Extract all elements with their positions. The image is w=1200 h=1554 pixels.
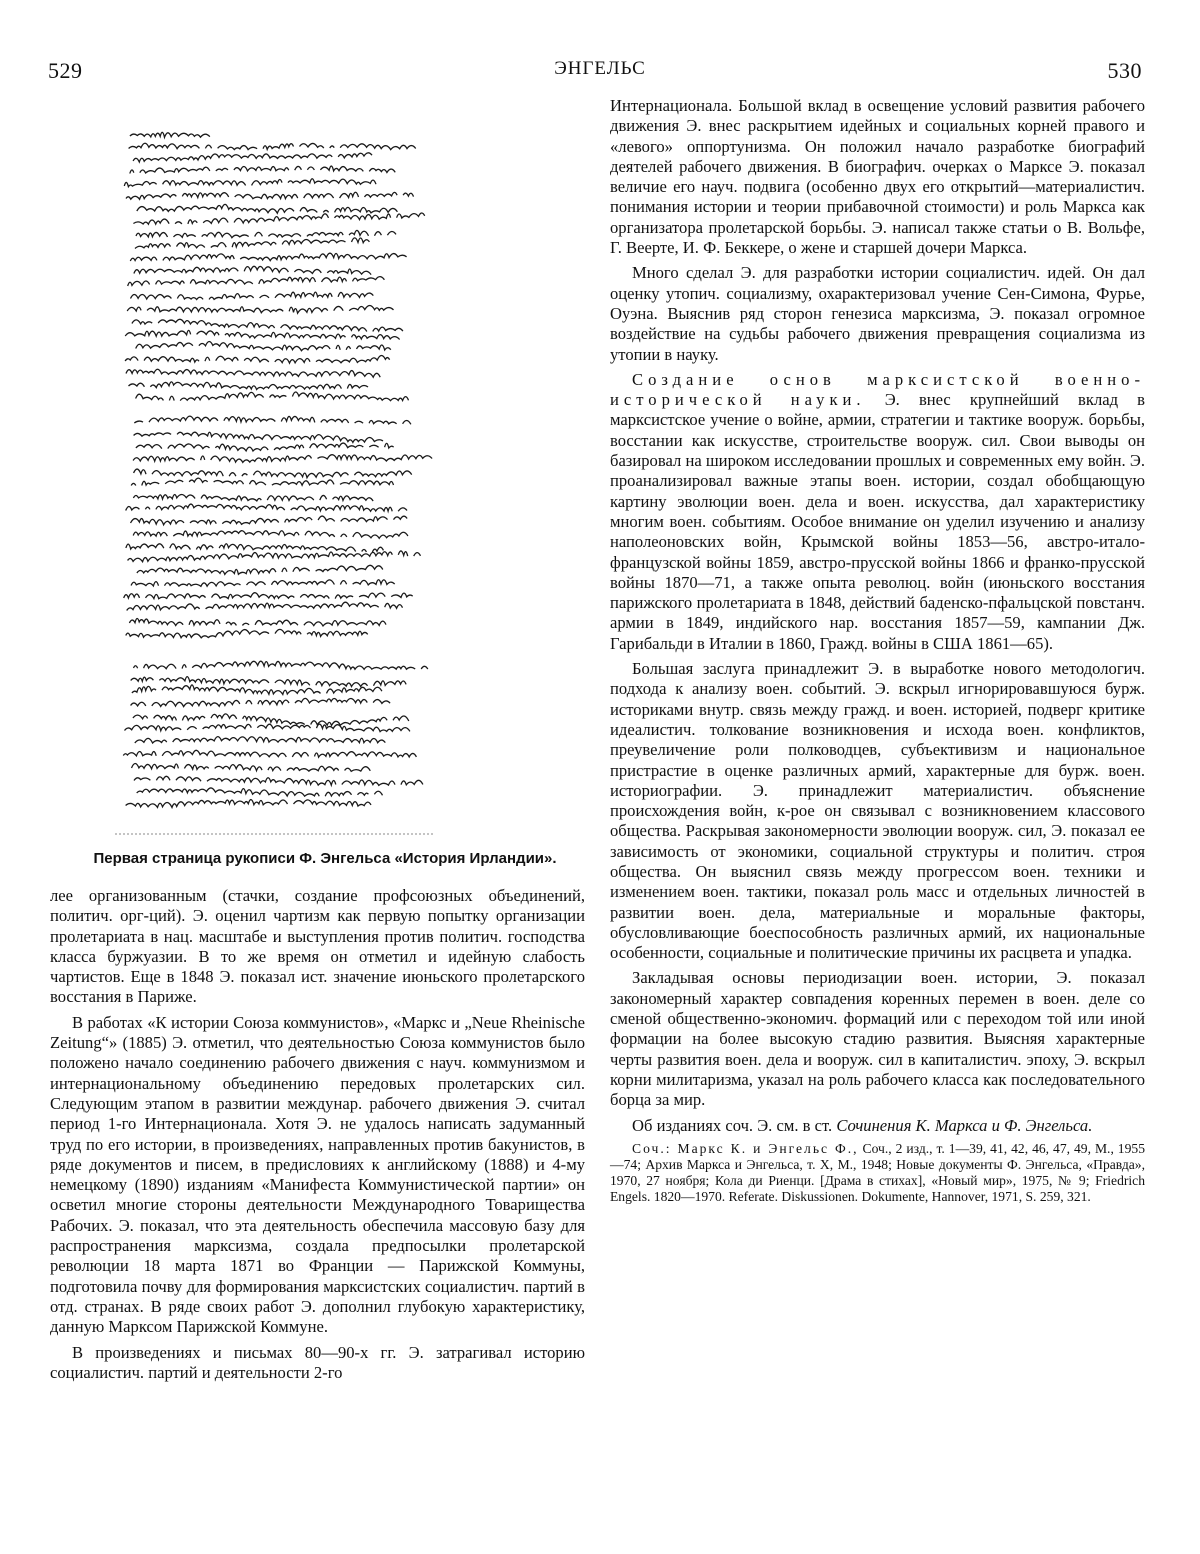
handwriting-line xyxy=(136,443,394,451)
editions-link: Сочинения К. Маркса и Ф. Энгельса. xyxy=(836,1115,1093,1135)
handwriting-line xyxy=(131,292,374,299)
handwriting-line xyxy=(129,382,375,390)
handwriting-line xyxy=(124,179,382,187)
handwriting-line xyxy=(130,253,406,261)
handwriting-line xyxy=(137,204,398,213)
handwriting-line xyxy=(133,494,373,501)
handwriting-line xyxy=(137,565,389,574)
handwriting-line xyxy=(131,580,395,587)
handwriting-line xyxy=(128,277,385,286)
handwriting-line xyxy=(133,714,409,726)
handwriting-line xyxy=(134,432,383,442)
handwriting-line xyxy=(123,750,416,757)
handwriting-line xyxy=(125,355,390,363)
right-paragraph-2: Много сделал Э. для разработки истории социалистич. идей. Он дал оценку утопич. социализму, охарактеризовал учение Сен-Симона, Фурье, Оуэна. Выяснив ряд сторон генезиса марксизма, Э. показал огромное воздействие на судьбы рабочего движения превращения социализма из утопии в науку. xyxy=(610,263,1145,364)
editions-note: Об изданиях соч. Э. см. в ст. xyxy=(632,1115,833,1135)
handwriting-line xyxy=(130,132,210,137)
handwriting-line xyxy=(132,319,409,331)
handwriting-line xyxy=(132,764,371,772)
handwriting-line xyxy=(134,469,412,478)
handwriting-line xyxy=(135,737,386,743)
handwriting-line xyxy=(133,531,408,539)
handwriting-line xyxy=(133,455,432,463)
right-paragraph-1: Интернационала. Большой вклад в освещение условий развития рабочего движения Э. внес раскрытием идейных и социальных корней правого и «левого» оппортунизма. Он положил начало разработке биографий деятелей рабочего движения. В биографич. очерках о Марксе Э. показал величие его науч. подвига (особенно двух его открытий—материалистич. понимания истории и теории прибавочной стоимости) и роль Маркса как организатора пролетарской борьбы. Э. написал также статьи о В. Вольфе, Г. Веерте, И. Ф. Беккере, о жене и старшей дочери Маркса. xyxy=(610,96,1145,258)
handwriting-line xyxy=(134,416,417,424)
handwriting-line xyxy=(135,238,369,249)
handwriting-line xyxy=(131,677,406,687)
handwriting-line xyxy=(136,230,396,237)
right-paragraph-5: Закладывая основы периодизации воен. истории, Э. показал закономерный характер совпадения коренных перемен в воен. деле со сменой общественно-экономич. формаций или с переходом той или иной формации на более высокую стадию развития. Выясняя характерные черты развития воен. дела и вооруж. сил в капиталистич. эпоху, Э. вскрыл корни милитаризма, указал на роль рабочего класса как последовательного борца за мир. xyxy=(610,968,1145,1110)
right-paragraph-6 xyxy=(610,1116,1145,1136)
handwriting-line xyxy=(124,593,413,599)
handwriting-line xyxy=(126,800,371,808)
handwriting-line xyxy=(127,306,393,314)
handwriting-line xyxy=(126,504,413,511)
left-paragraph-2: В работах «К истории Союза коммунистов», «Маркс и „Neue Rheinische Zeitung“» (1885) Э. отметил, что деятельностью Союза коммунистов было положено начало соединению рабочего движения с науч. коммунизмом и интернациональному объединению передовых пролетарских сил. Следующим этапом в развитии междунар. рабочего движения Э. считал период 1-го Интернационала. Хотя Э. не удалось написать задуманный труд по его истории, в произведениях, направленных против бакунистов, в ряде документов и писем, в предисловиях к английскому (1888) и 4-му немецкому (1890) изданиям «Манифеста Коммунистической партии» он осветил многие стороны деятельности Международного Товарищества Рабочих. Э. показал, что эта деятельность обеспечила массовую базу для распространения марксизма, создала предпосылки пролетарской революции 18 марта 1871 во Франции — Парижской Коммуны, подготовила почву для формирования марксистских социалистич. партий в отд. странах. В ряде своих работ Э. дополнил глубокую характеристику, данную Марксом Парижской Коммуне. xyxy=(50,1012,585,1337)
handwriting-line xyxy=(134,776,423,785)
handwriting-line xyxy=(125,330,405,339)
handwriting-line xyxy=(129,143,416,149)
handwriting-line xyxy=(126,629,368,637)
manuscript-image xyxy=(115,118,435,838)
handwriting-line xyxy=(129,618,386,625)
section-text: Э. внес крупнейший вклад в марксистское учение о войне, армии, стратегии и тактике вооруж. борьбы, восстании как искусстве, строительстве вооруж. сил. Свои выводы он базировал на широком исследовании прошлых и современных ему войн. Э. проанализировал важные этапы воен. истории, создал обобщающую картину эволюции воен. дела и воен. искусства, дал характеристику многим воен. событиям. Особое внимание он уделил изучению и анализу наполеоновских войн, Крымской войны 1853—56, австро-итало-французской войны 1859, австро-прусской войны 1866 и франко-прусской войны 1870—71, а также опыта революц. войн (июньского восстания парижского пролетариата в 1848, действий баденско-пфальцской повстанч. армии в 1849, индийского нар. восстания 1857—59, кампании Дж. Гарибальди в Италии в 1860, Гражд. войны в США 1861—65). xyxy=(610,390,1145,653)
references xyxy=(610,1141,1145,1206)
references-text xyxy=(610,1141,1145,1206)
right-column xyxy=(610,96,1145,1206)
handwriting-line xyxy=(131,478,393,485)
page-number-left: 529 xyxy=(48,58,83,83)
running-title: ЭНГЕЛЬС xyxy=(554,58,646,79)
handwriting-line xyxy=(126,369,386,377)
left-column xyxy=(50,886,585,1388)
page-number-right: 530 xyxy=(1107,58,1142,83)
references-body: Соч., 2 изд., т. 1—39, 41, 42, 46, 47, 49, М., 1955—74; Архив Маркса и Энгельса, т. X, М., 1948; Новые документы Ф. Энгельса, «Правда», 1970, 27 ноября; Кола ди Риенци. [Драма в стихах], «Новый мир», 1975, № 9; Friedrich Engels. 1820—1970. Referate. Diskussionen. Dokumente, Hannover, 1971, S. 259, 321. xyxy=(610,1140,1145,1205)
right-paragraph-3 xyxy=(610,370,1145,654)
handwriting-line xyxy=(125,724,410,732)
figure-caption: Первая страница рукописи Ф. Энгельса «История Ирландии». xyxy=(93,850,557,867)
handwriting-line xyxy=(128,551,421,562)
handwriting-line xyxy=(134,266,371,274)
handwriting-line xyxy=(134,661,428,669)
handwriting-line xyxy=(126,192,413,199)
left-paragraph-1: лее организованным (стачки, создание профсоюзных объединений, политич. орг-ций). Э. оценил чартизм как первую попытку организации пролетариата в нац. масштабе и выступления против политич. господства класса буржуазии. В то же время он отметил и идейную слабость чартистов. Еще в 1848 Э. показал ист. значение июньского пролетарского восстания в Париже. xyxy=(50,886,585,1007)
section-heading: Создание основ марксистской военно-исторической науки. xyxy=(610,369,1145,410)
right-paragraph-4: Большая заслуга принадлежит Э. в выработке нового методологич. подхода к анализу воен. событий. Э. вскрыл игнорировавшуюся бурж. историками внутр. связь между гражд. и воен. историей, подверг критике идеалистич. толкование возникновения и исхода воен. конфликтов, преувеличение роли полководцев, субъективизм и национальное пристрастие в оценке различных армий, характерные для бурж. воен. историографии. Э. принадлежит материалистич. объяснение происхождения войн, к-рое он связывал с возникновением классового общества. Раскрывая закономерности эволюции вооруж. сил, Э. показал ее зависимость от экономики, социальной структуры и политич. строя общества. Он выяснил связь между прогрессом воен. техники и изменением воен. тактики, показал роль масс и отдельных личностей в развитии воен. дела, материальные и моральные факторы, обусловливающие боеспособность различных армий, их национальные особенности, социальные и политические причины их расцвета и упадка. xyxy=(610,659,1145,963)
handwriting-line xyxy=(137,788,383,796)
handwriting-illustration xyxy=(115,118,435,838)
references-lead: Соч.: Маркс К. и Энгельс Ф., xyxy=(632,1140,859,1156)
handwriting-line xyxy=(131,516,408,525)
handwriting-line xyxy=(127,602,403,610)
handwriting-line xyxy=(136,341,391,350)
handwriting-line xyxy=(131,698,397,706)
handwriting-line xyxy=(130,166,395,173)
handwriting-line xyxy=(132,685,382,694)
handwriting-line xyxy=(133,213,424,224)
left-paragraph-3: В произведениях и письмах 80—90-х гг. Э. затрагивал историю социалистич. партий и деятельности 2-го xyxy=(50,1342,585,1382)
handwriting-line xyxy=(133,153,378,162)
handwriting-line xyxy=(136,392,415,401)
handwriting-line xyxy=(126,544,383,552)
